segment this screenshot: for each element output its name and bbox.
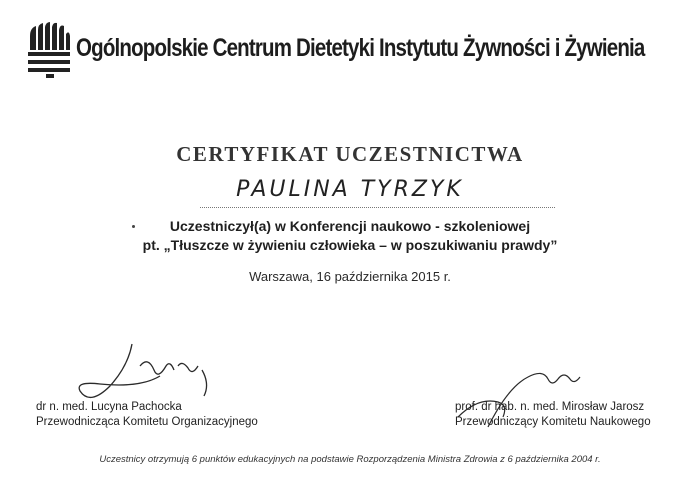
right-signatory-name: prof. dr hab. n. med. Mirosław Jarosz <box>455 401 645 413</box>
wheat-sheaf-logo-icon <box>26 22 72 78</box>
participation-line: Uczestniczył(a) w Konferencji naukowo - szkoleniowej <box>169 218 531 234</box>
left-signatory <box>36 400 258 430</box>
left-signatory-role: Przewodnicząca Komitetu Organizacyjnego <box>36 416 258 428</box>
place-and-date: Warszawa, 16 października 2015 r. <box>249 269 451 284</box>
education-points-note: Uczestnicy otrzymują 6 punktów edukacyjnych na podstawie Rozporządzenia Ministra Zdrowia z 6 października 2004 r. <box>99 454 601 465</box>
conference-topic: pt. „Tłuszcze w żywieniu człowieka – w poszukiwaniu prawdy” <box>142 237 558 253</box>
name-dotted-line <box>200 207 555 208</box>
organization-name: Ogólnopolskie Centrum Dietetyki Instytutu Żywności i Żywienia <box>76 34 645 62</box>
right-signatory <box>455 400 651 430</box>
certificate-title: CERTYFIKAT UCZESTNICTWA <box>176 142 524 166</box>
left-signatory-name: dr n. med. Lucyna Pachocka <box>36 401 182 413</box>
participant-name: PAULINA TYRZYK <box>236 177 464 202</box>
right-signatory-role: Przewodniczący Komitetu Naukowego <box>455 416 651 428</box>
